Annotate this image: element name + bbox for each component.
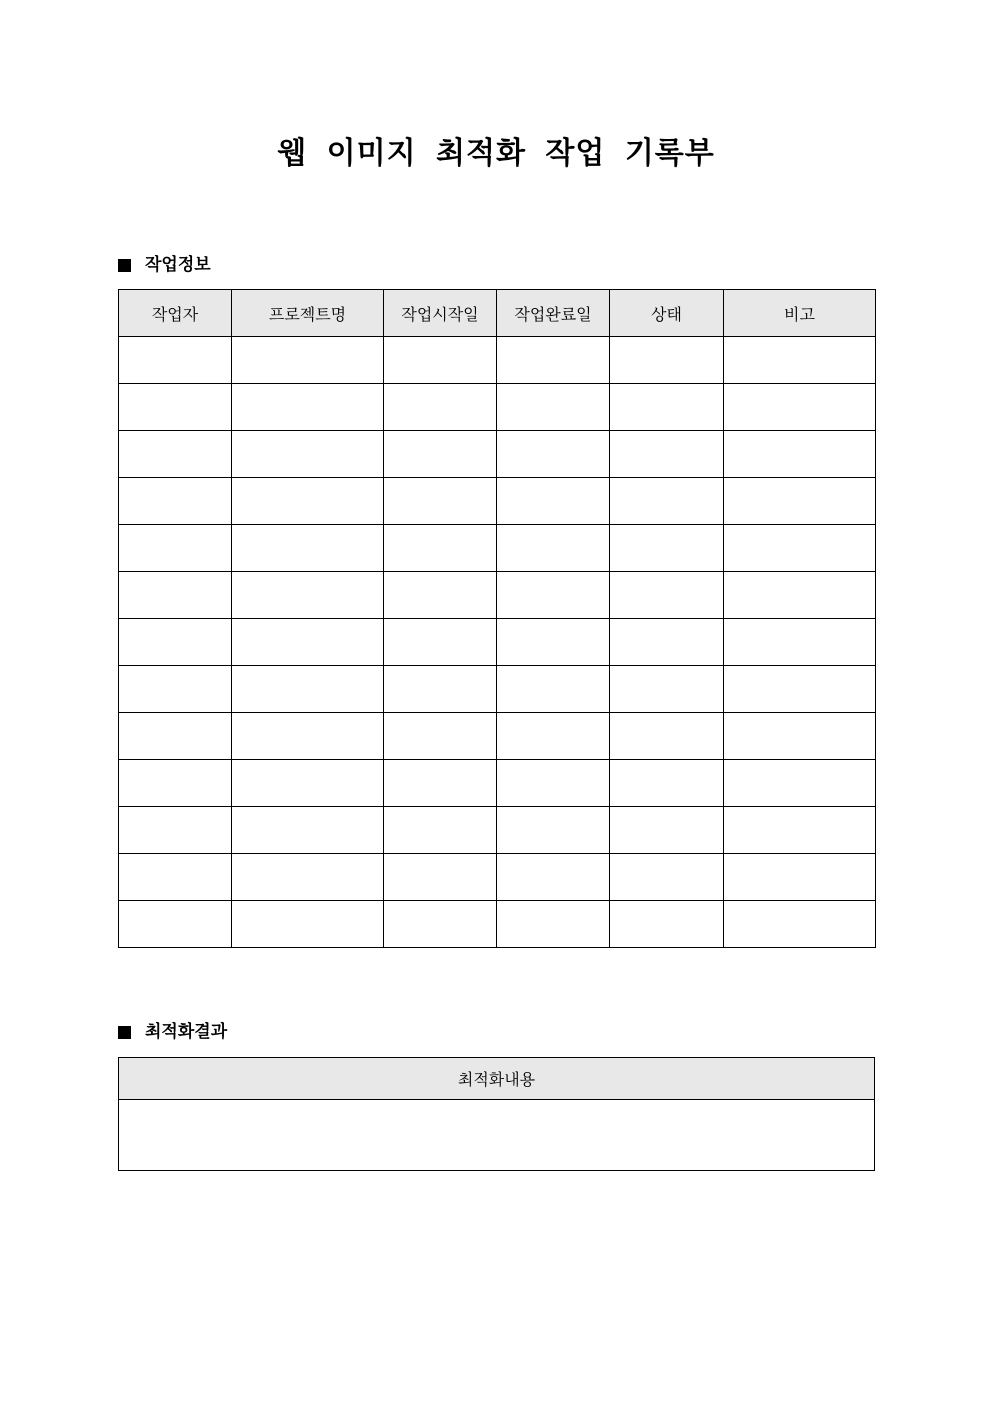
cell-start-date[interactable] [384,807,497,854]
cell-project-name[interactable] [232,666,384,713]
cell-worker[interactable] [119,478,232,525]
section-heading-optimization-result [118,1020,227,1044]
cell-project-name[interactable] [232,431,384,478]
table-row [119,619,876,666]
table-row [119,807,876,854]
cell-status[interactable] [610,666,724,713]
table-row [119,431,876,478]
cell-end-date[interactable] [497,384,610,431]
work-info-table [118,289,876,948]
cell-status[interactable] [610,478,724,525]
section-heading-work-info [118,253,211,277]
cell-worker[interactable] [119,525,232,572]
cell-remarks[interactable] [724,666,876,713]
cell-start-date[interactable] [384,478,497,525]
cell-end-date[interactable] [497,337,610,384]
cell-start-date[interactable] [384,431,497,478]
cell-worker[interactable] [119,760,232,807]
cell-end-date[interactable] [497,713,610,760]
cell-start-date[interactable] [384,619,497,666]
cell-remarks[interactable] [724,431,876,478]
cell-worker[interactable] [119,807,232,854]
cell-remarks[interactable] [724,619,876,666]
square-bullet-icon [118,259,131,272]
cell-project-name[interactable] [232,525,384,572]
cell-start-date[interactable] [384,713,497,760]
cell-end-date[interactable] [497,478,610,525]
column-header-worker: 작업자 [119,290,232,337]
column-header-end-date: 작업완료일 [497,290,610,337]
cell-remarks[interactable] [724,760,876,807]
cell-end-date[interactable] [497,619,610,666]
table-row [119,854,876,901]
table-header-row [119,290,876,337]
cell-remarks[interactable] [724,525,876,572]
cell-remarks[interactable] [724,572,876,619]
table-row [119,1100,875,1171]
cell-end-date[interactable] [497,760,610,807]
column-header-project-name: 프로젝트명 [232,290,384,337]
table-row [119,478,876,525]
cell-remarks[interactable] [724,854,876,901]
cell-status[interactable] [610,854,724,901]
cell-start-date[interactable] [384,854,497,901]
cell-start-date[interactable] [384,901,497,948]
table-row [119,666,876,713]
cell-status[interactable] [610,384,724,431]
cell-status[interactable] [610,713,724,760]
cell-project-name[interactable] [232,807,384,854]
cell-status[interactable] [610,431,724,478]
cell-worker[interactable] [119,619,232,666]
optimization-content-cell[interactable] [119,1100,875,1171]
cell-end-date[interactable] [497,525,610,572]
cell-worker[interactable] [119,901,232,948]
cell-start-date[interactable] [384,572,497,619]
cell-start-date[interactable] [384,525,497,572]
column-header-start-date: 작업시작일 [384,290,497,337]
section-heading-label: 최적화결과 [145,1022,228,1042]
cell-worker[interactable] [119,666,232,713]
cell-start-date[interactable] [384,337,497,384]
cell-project-name[interactable] [232,572,384,619]
cell-project-name[interactable] [232,713,384,760]
document-title: 웹 이미지 최적화 작업 기록부 [277,136,715,171]
cell-status[interactable] [610,619,724,666]
table-row [119,525,876,572]
optimization-result-table [118,1057,875,1171]
column-header-status: 상태 [610,290,724,337]
table-row [119,384,876,431]
cell-remarks[interactable] [724,901,876,948]
cell-project-name[interactable] [232,384,384,431]
cell-worker[interactable] [119,384,232,431]
cell-status[interactable] [610,760,724,807]
cell-end-date[interactable] [497,666,610,713]
cell-project-name[interactable] [232,854,384,901]
column-header-optimization-content: 최적화내용 [119,1058,875,1100]
cell-project-name[interactable] [232,478,384,525]
cell-worker[interactable] [119,431,232,478]
square-bullet-icon [118,1026,131,1039]
cell-project-name[interactable] [232,337,384,384]
cell-project-name[interactable] [232,619,384,666]
cell-status[interactable] [610,337,724,384]
table-row [119,901,876,948]
table-header-row [119,1058,875,1100]
cell-end-date[interactable] [497,431,610,478]
table-row [119,572,876,619]
cell-remarks[interactable] [724,478,876,525]
cell-start-date[interactable] [384,666,497,713]
cell-start-date[interactable] [384,760,497,807]
cell-end-date[interactable] [497,572,610,619]
section-heading-label: 작업정보 [145,255,211,275]
cell-end-date[interactable] [497,807,610,854]
cell-worker[interactable] [119,854,232,901]
cell-remarks[interactable] [724,384,876,431]
cell-remarks[interactable] [724,713,876,760]
cell-remarks[interactable] [724,807,876,854]
cell-project-name[interactable] [232,901,384,948]
table-row [119,760,876,807]
cell-status[interactable] [610,901,724,948]
cell-project-name[interactable] [232,760,384,807]
cell-worker[interactable] [119,337,232,384]
cell-worker[interactable] [119,572,232,619]
cell-status[interactable] [610,572,724,619]
cell-status[interactable] [610,525,724,572]
cell-end-date[interactable] [497,854,610,901]
column-header-remarks: 비고 [724,290,876,337]
cell-worker[interactable] [119,713,232,760]
cell-start-date[interactable] [384,384,497,431]
table-row [119,713,876,760]
table-row [119,337,876,384]
cell-remarks[interactable] [724,337,876,384]
cell-status[interactable] [610,807,724,854]
cell-end-date[interactable] [497,901,610,948]
